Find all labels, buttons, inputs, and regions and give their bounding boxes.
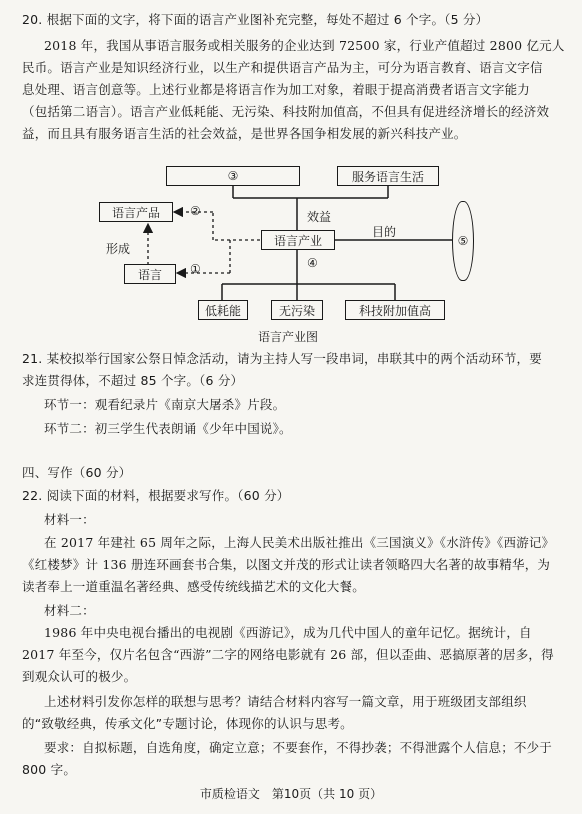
requirements-line-1: 要求：自拟标题，自选角度，确定立意；不要套作，不得抄袭；不得泄露个人信息；不少于 [44,740,553,755]
blank-5-box: ⑤ [452,201,474,281]
language-box: 语言 [124,264,176,284]
q21-prompt-line-1: 21. 某校拟举行国家公祭日悼念活动，请为主持人写一段串词，串联其中的两个活动环节，要 [22,351,542,366]
benefit-label: 效益 [307,210,332,224]
material-2-line-2: 2017 年至今，仅片名包含“西游”二字的网络电影就有 26 部，但以歪曲、恶搞原著的居多，得 [22,647,554,662]
no-pollution-box: 无污染 [271,300,323,320]
language-industry-box: 语言产业 [261,230,335,250]
blank-4-label: ④ [307,256,318,270]
q22-prompt: 22. 阅读下面的材料，根据要求写作。（60 分） [22,488,290,503]
q20-text-line-1: 2018 年，我国从事语言服务或相关服务的企业达到 72500 家，行业产值超过 2800 亿元人 [44,38,565,53]
q20-text-line-4: （包括第二语言）。语言产业低耗能、无污染、科技附加值高，不但具有促进经济增长的经济效 [22,104,550,119]
language-product-box: 语言产品 [99,202,173,222]
q20-prompt: 20. 根据下面的文字，将下面的语言产业图补充完整，每处不超过 6 个字。（5 分） [22,12,489,27]
material-2-title: 材料二： [44,603,95,618]
q21-prompt-line-2: 求连贯得体，不超过 85 个字。（6 分） [22,373,244,388]
q20-text-line-3: 息处理、语言创意等。上述行业都是将语言作为加工对象，着眼于提高消费者语言文字能力 [22,82,531,97]
blank-1-label: ① [190,262,201,276]
section-writing-heading: 四、写作（60 分） [22,465,132,480]
blank-3-box: ③ [166,166,300,186]
q20-text-line-2: 民币。语言产业是知识经济行业，以生产和提供语言产品为主，可分为语言教育、语言文字信 [22,60,543,75]
material-1-title: 材料一： [44,512,95,527]
q20-text-line-5: 益，而且具有服务语言生活的社会效益，是世界各国争相发展的新兴科技产业。 [22,126,467,141]
diagram-caption: 语言产业图 [258,330,319,344]
blank-2-label: ② [190,204,201,218]
material-1-line-2: 《红楼梦》计 136 册连环画套书合集，以图文并茂的形式让读者领略四大名著的故事精华，为 [22,557,551,572]
form-label: 形成 [106,242,131,256]
material-2-line-3: 到观众认可的极少。 [22,669,137,684]
low-energy-box: 低耗能 [198,300,248,320]
page-footer: 市质检语文 第10页（共 10 页） [199,787,383,801]
high-tech-value-box: 科技附加值高 [345,300,445,320]
q21-step-2: 环节二：初三学生代表朗诵《少年中国说》。 [44,421,292,436]
purpose-label: 目的 [372,225,397,239]
task-line-1: 上述材料引发你怎样的联想与思考？请结合材料内容写一篇文章，用于班级团支部组织 [44,694,527,709]
material-2-line-1: 1986 年中央电视台播出的电视剧《西游记》，成为几代中国人的童年记忆。据统计，自 [44,625,532,640]
task-line-2: 的“致敬经典，传承文化”专题讨论，体现你的认识与思考。 [22,716,353,731]
q21-step-1: 环节一：观看纪录片《南京大屠杀》片段。 [44,397,286,412]
service-language-life-box: 服务语言生活 [337,166,439,186]
requirements-line-2: 800 字。 [22,762,77,777]
material-1-line-3: 读者奉上一道重温名著经典、感受传统线描艺术的文化大餐。 [22,579,365,594]
material-1-line-1: 在 2017 年建社 65 周年之际，上海人民美术出版社推出《三国演义》《水浒传》《西游记》 [44,535,555,550]
